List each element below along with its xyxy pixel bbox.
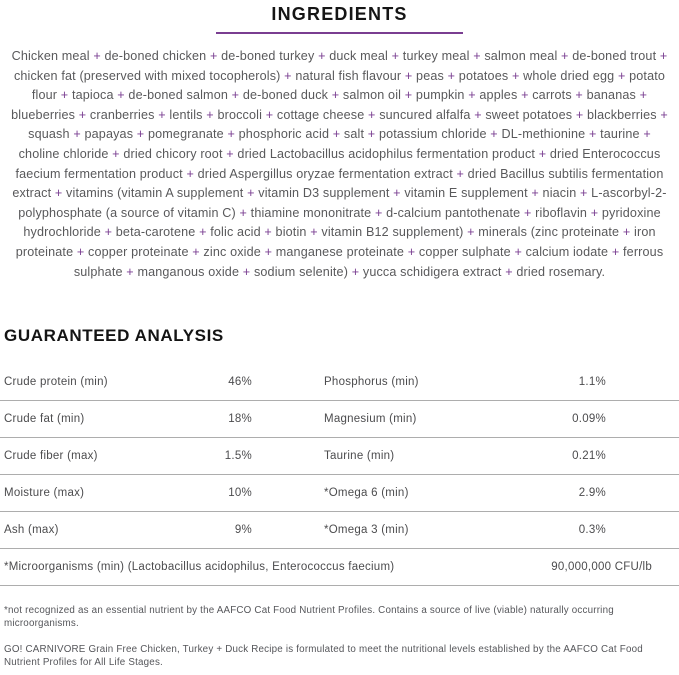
plus-separator: + [531, 186, 539, 201]
analysis-right-value: 1.1% [578, 376, 606, 389]
analysis-left-value: 18% [228, 413, 252, 426]
plus-separator: + [456, 166, 465, 181]
analysis-right-label: *Omega 6 (min) [324, 487, 409, 500]
analysis-left-label: Crude fiber (max) [4, 450, 98, 463]
analysis-left-label: Moisture (max) [4, 487, 85, 500]
plus-separator: + [136, 127, 145, 142]
plus-separator: + [227, 127, 235, 142]
ingredients-paragraph: Chicken meal + de-boned chicken + de-boned turkey + duck meal + turkey meal + salmon meal + de-boned trout + chicken fat (preserved with mixed tocopherols) + natural fish flavour + peas + potatoes + whole dried egg + potato flour + tapioca + de-boned salmon + de-boned duck + salmon oil + pumpkin + apples + carrots + bananas + blueberries + cranberries + lentils + broccoli + cottage cheese + suncured alfalfa + sweet potatoes + blackberries + squash + papayas + pomegranate + phosphoric acid + salt + potassium chloride + DL-methionine + taurine + choline chloride + dried chicory root + dried Lactobacillus acidophilus fermentation product + dried Enterococcus faecium fermentation product + dried Aspergillus oryzae fermentation extract + dried Bacillus subtilis fermentation extract + vitamins (vitamin A supplement + vitamin D3 supplement + vitamin E supplement + niacin + L-ascorbyl-2-polyphosphate (a source of vitamin C) + thiamine mononitrate + d-calcium pantothenate + riboflavin + pyridoxine hydrochloride + beta-carotene + folic acid + biotin + vitamin B12 supplement) + minerals (zinc proteinate + iron proteinate + copper proteinate + zinc oxide + manganese proteinate + copper sulphate + calcium iodate + ferrous sulphate + manganous oxide + sodium selenite) + yucca schidigera extract + dried rosemary. [11, 49, 668, 279]
plus-separator: + [112, 146, 120, 161]
plus-separator: + [643, 127, 651, 142]
plus-separator: + [73, 127, 81, 142]
plus-separator: + [368, 107, 376, 122]
plus-separator: + [206, 107, 214, 122]
analysis-row [0, 438, 679, 475]
analysis-right-label: *Omega 3 (min) [324, 524, 409, 537]
plus-separator: + [331, 88, 340, 103]
microorganisms-value: 90,000,000 CFU/lb [551, 561, 652, 574]
plus-separator: + [60, 88, 69, 103]
analysis-right-value: 0.21% [572, 450, 606, 463]
plus-separator: + [590, 205, 599, 220]
analysis-right-label: Magnesium (min) [324, 413, 417, 426]
plus-separator: + [231, 88, 240, 103]
plus-separator: + [521, 88, 529, 103]
plus-separator: + [265, 107, 274, 122]
plus-separator: + [468, 88, 476, 103]
plus-separator: + [367, 127, 376, 142]
plus-separator: + [393, 186, 401, 201]
analysis-right-value: 0.3% [578, 524, 606, 537]
plus-separator: + [93, 49, 101, 63]
analysis-left-value: 10% [228, 487, 252, 500]
analysis-row [0, 364, 679, 401]
plus-separator: + [575, 88, 583, 103]
analysis-right-label: Phosphorus (min) [324, 376, 419, 389]
plus-separator: + [104, 225, 113, 240]
plus-separator: + [474, 107, 482, 122]
plus-separator: + [511, 68, 520, 83]
plus-separator: + [404, 88, 413, 103]
analysis-left-label: Crude fat (min) [4, 413, 85, 426]
plus-separator: + [490, 127, 498, 142]
ingredients-title: INGREDIENTS [271, 4, 408, 24]
plus-separator: + [226, 146, 234, 161]
analysis-row [0, 401, 679, 438]
plus-separator: + [192, 244, 200, 259]
analysis-left-value: 1.5% [224, 450, 252, 463]
plus-separator: + [659, 49, 668, 63]
title-underline-divider [216, 32, 463, 34]
plus-separator: + [209, 49, 218, 63]
analysis-row-microorganisms [0, 549, 679, 586]
plus-separator: + [264, 244, 273, 259]
plus-separator: + [76, 244, 85, 259]
plus-separator: + [523, 205, 532, 220]
plus-separator: + [54, 186, 63, 201]
plus-separator: + [391, 49, 400, 63]
aafco-footnote: *not recognized as an essential nutrient by the AAFCO Cat Food Nutrient Profiles. Contains a source of live (viable) naturally occurring microorganisms. [4, 605, 614, 630]
plus-separator: + [447, 68, 456, 83]
analysis-left-value: 9% [234, 524, 252, 537]
plus-separator: + [117, 88, 125, 103]
plus-separator: + [588, 127, 597, 142]
microorganisms-label: *Microorganisms (min) (Lactobacillus acidophilus, Enterococcus faecium) [4, 561, 395, 574]
plus-separator: + [247, 186, 255, 201]
plus-separator: + [580, 186, 588, 201]
analysis-left-value: 46% [228, 376, 252, 389]
plus-separator: + [561, 49, 569, 63]
plus-separator: + [407, 244, 416, 259]
plus-separator: + [514, 244, 522, 259]
guaranteed-analysis-table [0, 364, 679, 586]
plus-separator: + [473, 49, 481, 63]
analysis-row [0, 475, 679, 512]
guaranteed-analysis-title: GUARANTEED ANALYSIS [4, 326, 224, 346]
formulation-footnote: GO! CARNIVORE Grain Free Chicken, Turkey + Duck Recipe is formulated to meet the nutritional levels established by the AAFCO Cat Food Nutrient Profiles for All Life Stages. [4, 644, 643, 669]
plus-separator: + [332, 127, 341, 142]
analysis-rows-container [0, 364, 679, 549]
analysis-right-value: 0.09% [572, 413, 606, 426]
plus-separator: + [264, 225, 272, 240]
plus-separator: + [622, 225, 631, 240]
plus-separator: + [199, 225, 207, 240]
plus-separator: + [467, 225, 475, 240]
plus-separator: + [660, 107, 668, 122]
analysis-left-label: Crude protein (min) [4, 376, 108, 389]
plus-separator: + [639, 88, 648, 103]
plus-separator: + [186, 166, 194, 181]
plus-separator: + [505, 264, 513, 279]
plus-separator: + [126, 264, 134, 279]
plus-separator: + [242, 264, 251, 279]
ingredients-header [0, 0, 679, 34]
analysis-row [0, 512, 679, 549]
plus-separator: + [611, 244, 620, 259]
plus-separator: + [318, 49, 326, 63]
plus-separator: + [351, 264, 360, 279]
plus-separator: + [78, 107, 87, 122]
plus-separator: + [158, 107, 166, 122]
plus-separator: + [239, 205, 248, 220]
plus-separator: + [575, 107, 584, 122]
plus-separator: + [404, 68, 413, 83]
plus-separator: + [310, 225, 318, 240]
plus-separator: + [374, 205, 383, 220]
plus-separator: + [538, 146, 547, 161]
analysis-left-label: Ash (max) [4, 524, 59, 537]
plus-separator: + [617, 68, 626, 83]
plus-separator: + [284, 68, 292, 83]
analysis-right-value: 2.9% [578, 487, 606, 500]
analysis-right-label: Taurine (min) [324, 450, 395, 463]
